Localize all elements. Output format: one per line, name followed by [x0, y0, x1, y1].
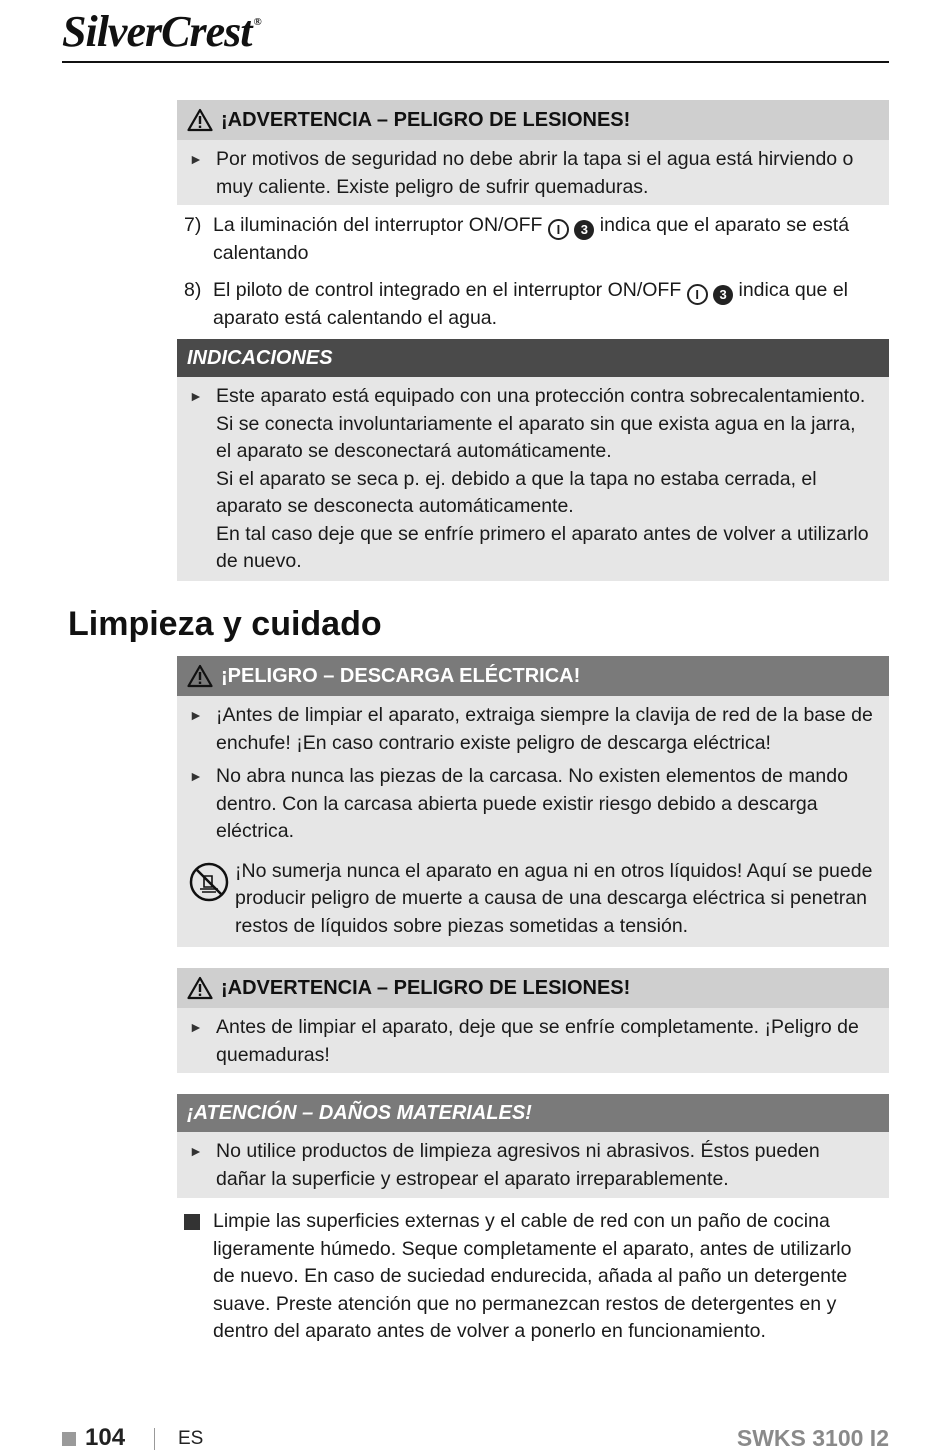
reference-number-badge: 3 — [713, 285, 733, 305]
arrow-bullet-icon: ► — [189, 1019, 203, 1035]
arrow-bullet-icon: ► — [189, 1143, 203, 1159]
danger-box-electric — [177, 656, 889, 947]
warning-box-header — [177, 100, 889, 140]
warning-box-burn — [177, 968, 889, 1073]
step-8: 8) El piloto de control integrado en el interruptor ON/OFF I 3 indica que el aparato está calentando el agua. — [184, 279, 848, 329]
warning-box-injury — [177, 100, 889, 205]
arrow-bullet-icon: ► — [189, 151, 203, 167]
warning-triangle-icon — [187, 664, 213, 688]
no-submerge-icon — [189, 858, 235, 941]
square-bullet-icon — [184, 1214, 200, 1230]
warning-triangle-icon — [187, 976, 213, 1000]
list-item: ► No utilice productos de limpieza agresivos ni abrasivos. Éstos pueden dañar la superficie y estropear el aparato irreparablemente. — [189, 1138, 875, 1193]
warning-title: ¡ADVERTENCIA – PELIGRO DE LESIONES! — [221, 108, 631, 131]
step-7: 7) La iluminación del interruptor ON/OFF I 3 indica que el aparato se está calentando — [184, 214, 850, 264]
header-rule — [62, 61, 889, 63]
notes-header: INDICACIONES — [177, 339, 889, 377]
arrow-bullet-icon: ► — [189, 388, 203, 404]
section-title: Limpieza y cuidado — [68, 605, 382, 643]
page-marker-icon — [62, 1432, 76, 1446]
warning-box-header — [177, 968, 889, 1008]
model-number: SWKS 3100 I2 — [736, 1425, 889, 1451]
footer-divider — [154, 1428, 155, 1450]
attention-header: ¡ATENCIÓN – DAÑOS MATERIALES! — [177, 1094, 889, 1132]
list-item: ► Antes de limpiar el aparato, deje que se enfríe completamente. ¡Peligro de quemaduras! — [189, 1014, 875, 1069]
warning-triangle-icon — [187, 108, 213, 132]
danger-title: ¡PELIGRO – DESCARGA ELÉCTRICA! — [221, 664, 581, 687]
attention-box-damage — [177, 1094, 889, 1198]
language-code: ES — [178, 1428, 204, 1449]
page-number: 104 — [85, 1424, 126, 1451]
danger-header — [177, 656, 889, 696]
warning-title: ¡ADVERTENCIA – PELIGRO DE LESIONES! — [221, 976, 631, 999]
list-item: ► ¡Antes de limpiar el aparato, extraiga siempre la clavija de red de la base de enchufe! ¡En caso contrario existe peligro de descarga eléctrica! — [189, 702, 875, 757]
list-item: ► Por motivos de seguridad no debe abrir la tapa si el agua está hirviendo o muy caliente. Existe peligro de sufrir quemaduras. — [189, 146, 875, 201]
list-item: ► Este aparato está equipado con una protección contra sobrecalentamiento. Si se conecta involuntariamente el aparato sin que exista agua en la jarra, el aparato se desconectará automáticamente. Si el aparato se seca p. ej. debido a que la tapa no estaba cerrada, el aparato se desconecta automáticamente. En tal caso deje que se enfríe primero el aparato antes de volver a utilizarlo de nuevo. — [189, 383, 875, 576]
reference-number-badge: 3 — [574, 220, 594, 240]
page-footer — [62, 1424, 889, 1456]
arrow-bullet-icon: ► — [189, 768, 203, 784]
list-item: ► No abra nunca las piezas de la carcasa. No existen elementos de mando dentro. Con la carcasa abierta puede existir riesgo debido a descarga eléctrica. — [189, 763, 875, 846]
cleaning-instruction: Limpie las superficies externas y el cable de red con un paño de cocina ligeramente húmedo. Seque completamente el aparato, antes de utilizarlo de nuevo. En caso de suciedad endurecida, añada al paño un detergente suave. Preste atención que no permanezcan restos de detergentes en y dentro del aparato antes de volver a ponerlo en funcionamiento. — [184, 1208, 874, 1346]
arrow-bullet-icon: ► — [189, 707, 203, 723]
power-symbol-icon: I — [548, 219, 569, 240]
notes-box — [177, 339, 889, 581]
brand-logo: SilverCrest ® — [62, 7, 261, 56]
power-symbol-icon: I — [687, 284, 708, 305]
no-submerge-note: ¡No sumerja nunca el aparato en agua ni en otros líquidos! Aquí se puede producir peligro de muerte a causa de una descarga eléctrica si penetran restos de líquidos sobre piezas sometidas a tensión. — [189, 858, 875, 941]
